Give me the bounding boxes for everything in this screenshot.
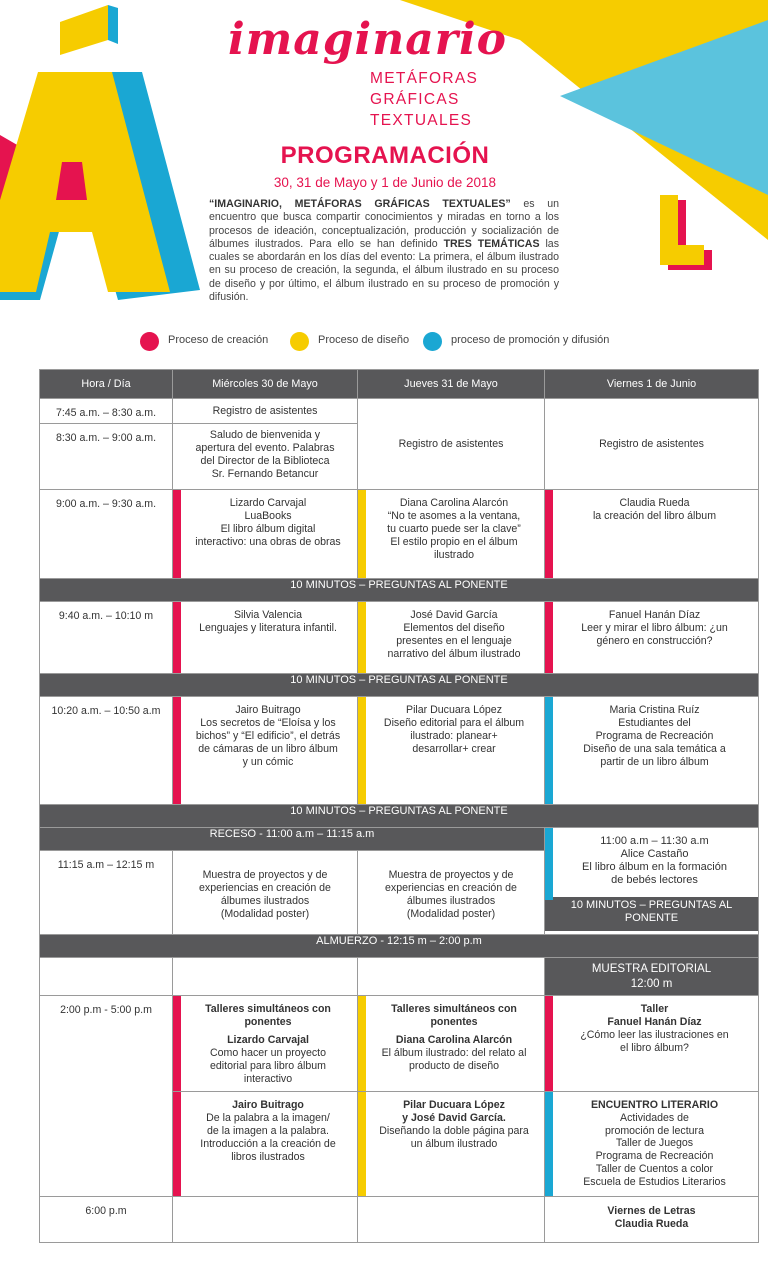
- intro-text-2: las cuales se abordarán en los días del evento: La primera, el álbum ilustrado en su proceso de creación, la segunda, el álbum ilustrado en su proceso de diseño y por último, el álbum ilustrado en su proceso de promoción y difusión.: [209, 237, 559, 304]
- fri-cell: [545, 697, 759, 805]
- wed-cell: [173, 1092, 358, 1197]
- legend-label: Proceso de diseño: [318, 334, 410, 346]
- speaker-name: Jairo Buitrago: [235, 704, 301, 716]
- header-time: Hora / Día: [40, 370, 173, 399]
- receso-band: RECESO - 11:00 a.m – 11:15 a.m: [40, 828, 545, 851]
- muestra-time: 12:00 m: [630, 977, 673, 990]
- text-line: (Modalidad poster): [220, 908, 310, 920]
- speaker-name: Silvia Valencia: [233, 609, 303, 621]
- wed-cell: [173, 996, 358, 1092]
- thu-cell: [358, 697, 545, 805]
- text-line: ilustrado: [433, 549, 475, 561]
- speaker-name: Alice Castaño: [620, 848, 689, 860]
- speaker-name: Diana Carolina Alarcón: [395, 1034, 513, 1046]
- fri-cell: [545, 1197, 759, 1243]
- event-name: Viernes de Letras: [607, 1205, 696, 1217]
- questions-band: 10 MINUTOS – PREGUNTAS AL PONENTE: [40, 805, 759, 828]
- speaker-name: Claudia Rueda: [619, 497, 690, 509]
- creation-bar: [173, 602, 181, 673]
- time-cell: 9:00 a.m. – 9:30 a.m.: [40, 490, 173, 579]
- speaker-name: Lizardo Carvajal: [229, 497, 307, 509]
- text-line: de bebés lectores: [611, 874, 698, 886]
- text-line: presentes en el lenguaje: [396, 635, 512, 647]
- intro-paragraph: [209, 198, 559, 304]
- text-line: Como hacer un proyecto: [209, 1047, 326, 1059]
- text-line: bichos” y “El edificio”, el detrás: [195, 730, 341, 742]
- table-row: [40, 996, 759, 1092]
- text-line: desarrollar+ crear: [412, 743, 496, 755]
- text-line: De la palabra a la imagen/: [206, 1112, 330, 1124]
- thu-cell: [358, 1092, 545, 1197]
- text-line: Elementos del diseño: [403, 622, 505, 634]
- text-line: editorial para libro álbum: [209, 1060, 326, 1072]
- speaker-name: Diana Carolina Alarcón: [399, 497, 509, 509]
- time-cell: 7:45 a.m. – 8:30 a.m.: [40, 399, 173, 424]
- almuerzo-band: ALMUERZO - 12:15 m – 2:00 p.m: [40, 935, 759, 958]
- letter-accent: [60, 5, 108, 55]
- questions-band: 10 MINUTOS – PREGUNTAS AL PONENTE: [40, 674, 759, 697]
- design-bar: [358, 1092, 366, 1196]
- text-line: Introducción a la creación de: [200, 1138, 336, 1150]
- speaker-name: Pilar Ducuara López: [406, 704, 502, 716]
- creation-bar: [173, 490, 181, 578]
- wed-cell: [173, 424, 358, 490]
- speaker-name: Lizardo Carvajal: [227, 1034, 309, 1046]
- text-line: interactivo: [243, 1073, 293, 1085]
- fri-cell: [545, 1092, 759, 1197]
- schedule-table: [39, 369, 759, 1243]
- creation-bar: [173, 697, 181, 804]
- speaker-name: José David García: [410, 609, 498, 621]
- design-bar: [358, 602, 366, 673]
- speaker-name: Fanuel Hanán Díaz: [608, 609, 701, 621]
- table-row: [40, 958, 759, 996]
- empty-cell: [358, 958, 545, 996]
- text-line: experiencias en creación de: [385, 882, 517, 894]
- thu-cell: [358, 602, 545, 674]
- questions-band: 10 MINUTOS – PREGUNTAS AL PONENTE: [40, 579, 759, 602]
- text-line: tu cuarto puede ser la clave”: [387, 523, 521, 535]
- creation-bar: [545, 996, 553, 1091]
- fri-cell: [545, 996, 759, 1092]
- workshop-heading: Taller: [640, 1003, 669, 1015]
- text-line: Diseño de una sala temática a: [583, 743, 726, 755]
- almuerzo-row: [40, 935, 759, 958]
- logo-script: imaginario: [228, 14, 508, 65]
- text-line: Muestra de proyectos y de: [202, 869, 328, 881]
- speaker-name: Pilar Ducuara López: [403, 1099, 505, 1111]
- legend-label: proceso de promoción y difusión: [451, 334, 610, 346]
- empty-cell: [173, 958, 358, 996]
- intro-bold-2: TRES TEMÁTICAS: [443, 237, 540, 250]
- intro-text-1: es un encuentro que busca compartir conocimientos y miradas en torno a los procesos de ideación, conceptualización, producción y socialización de álbumes ilustrados. Para ello se han definido: [209, 198, 560, 250]
- text-line: Programa de Recreación: [595, 730, 714, 742]
- creation-bar: [173, 996, 181, 1091]
- page-title: PROGRAMACIÓN: [280, 142, 490, 169]
- time-cell: 9:40 a.m. – 10:10 m: [40, 602, 173, 674]
- empty-cell: [173, 1197, 358, 1243]
- text-line: experiencias en creación de: [199, 882, 331, 894]
- small-letter-l: [660, 195, 712, 270]
- legend-label: Proceso de creación: [168, 334, 269, 346]
- fri-cell: Registro de asistentes: [545, 399, 759, 490]
- text-line: ilustrado: planear+: [410, 730, 498, 742]
- speaker-name: y José David García.: [402, 1112, 506, 1124]
- text-line: promoción de lectura: [605, 1124, 704, 1137]
- text-line: LuaBooks: [244, 510, 292, 522]
- receso-row: [40, 828, 759, 851]
- text-line: Leer y mirar el libro álbum: ¿un: [581, 622, 728, 634]
- time-cell: 8:30 a.m. – 9:00 a.m.: [40, 424, 173, 490]
- text-line: El álbum ilustrado: del relato al: [381, 1047, 527, 1059]
- logo-line-2: GRÁFICAS: [370, 91, 460, 108]
- header-wed: Miércoles 30 de Mayo: [173, 370, 358, 399]
- creation-bar: [545, 602, 553, 673]
- text-line: del Director de la Biblioteca: [200, 455, 330, 467]
- text-line: género en construcción?: [596, 635, 713, 647]
- time-cell: 6:00 p.m: [40, 1197, 173, 1243]
- table-row: [40, 1197, 759, 1243]
- logo-line-3: TEXTUALES: [370, 112, 473, 129]
- letter-accent-shadow: [108, 5, 118, 44]
- text-line: la creación del libro álbum: [592, 510, 717, 522]
- text-line: libros ilustrados: [231, 1151, 305, 1163]
- text-line: y un cómic: [242, 756, 294, 768]
- text-line: un álbum ilustrado: [410, 1138, 498, 1150]
- design-bar: [358, 490, 366, 578]
- promotion-bar: [545, 1092, 553, 1196]
- design-bar: [358, 697, 366, 804]
- text-line: El libro álbum digital: [220, 523, 316, 535]
- fri-cell: [545, 490, 759, 579]
- speaker-name: Maria Cristina Ruíz: [609, 704, 700, 716]
- speaker-name: Jairo Buitrago: [232, 1099, 304, 1111]
- text-line: “No te asomes a la ventana,: [387, 510, 521, 522]
- empty-cell: [358, 1197, 545, 1243]
- text-line: producto de diseño: [408, 1060, 500, 1072]
- thu-cell: [358, 996, 545, 1092]
- text-line: (Modalidad poster): [406, 908, 496, 920]
- text-line: Taller de Juegos: [615, 1137, 694, 1150]
- workshop-heading: Talleres simultáneos con ponentes: [205, 1003, 331, 1028]
- empty-cell: [40, 958, 173, 996]
- yellow-dot-icon: [290, 332, 309, 351]
- text-line: Diseñando la doble página para: [379, 1125, 529, 1137]
- promotion-bar: [545, 828, 553, 900]
- band-row: [40, 805, 759, 828]
- time-label: 11:00 a.m – 11:30 a.m: [600, 835, 709, 847]
- table-row: [40, 399, 759, 424]
- time-cell: 10:20 a.m. – 10:50 a.m: [40, 697, 173, 805]
- table-row: [40, 602, 759, 674]
- workshop-heading: Talleres simultáneos con ponentes: [391, 1003, 517, 1028]
- questions-band: 10 MINUTOS – PREGUNTAS AL PONENTE: [545, 897, 758, 931]
- text-line: Lenguajes y literatura infantil.: [199, 622, 337, 634]
- text-line: Diseño editorial para el álbum: [383, 717, 525, 729]
- thu-cell: [358, 851, 545, 935]
- event-logo: [228, 14, 548, 129]
- text-line: álbumes ilustrados: [406, 895, 496, 907]
- text-line: ¿Cómo leer las ilustraciones en: [580, 1029, 729, 1041]
- band-row: [40, 674, 759, 697]
- speaker-name: Claudia Rueda: [614, 1218, 689, 1230]
- wed-cell: [173, 697, 358, 805]
- text-line: apertura del evento. Palabras: [195, 442, 335, 454]
- text-line: interactivo: una obras de obras: [195, 536, 341, 548]
- creation-bar: [173, 1092, 181, 1196]
- text-line: álbumes ilustrados: [220, 895, 310, 907]
- text-line: Saludo de bienvenida y: [209, 429, 321, 441]
- text-line: Escuela de Estudios Literarios: [583, 1175, 726, 1188]
- text-line: El libro álbum en la formación: [582, 861, 727, 873]
- design-bar: [358, 996, 366, 1091]
- muestra-cell: [545, 958, 759, 996]
- time-cell: 2:00 p.m - 5:00 p.m: [40, 996, 173, 1197]
- text-line: Los secretos de “Eloísa y los: [200, 717, 336, 729]
- speaker-name: Fanuel Hanán Díaz: [607, 1016, 702, 1028]
- text-line: Programa de Recreación: [595, 1150, 714, 1163]
- event-dates: 30, 31 de Mayo y 1 de Junio de 2018: [273, 175, 497, 190]
- fri-cell: [545, 602, 759, 674]
- text-line: el libro álbum?: [620, 1042, 689, 1054]
- text-line: de la imagen a la palabra.: [207, 1125, 329, 1137]
- text-line: Taller de Cuentos a color: [595, 1162, 714, 1175]
- muestra-title: MUESTRA EDITORIAL: [591, 962, 712, 975]
- time-cell: 11:15 a.m – 12:15 m: [40, 851, 173, 935]
- creation-bar: [545, 490, 553, 578]
- band-row: [40, 579, 759, 602]
- header-row: [40, 370, 759, 399]
- blue-dot-icon: [423, 332, 442, 351]
- logo-line-1: METÁFORAS: [370, 70, 479, 87]
- text-line: Sr. Fernando Betancur: [211, 468, 319, 480]
- wed-cell: [173, 602, 358, 674]
- header-fri: Viernes 1 de Junio: [545, 370, 759, 399]
- text-line: El estilo propio en el álbum: [390, 536, 518, 548]
- thu-cell: Registro de asistentes: [358, 399, 545, 490]
- pink-dot-icon: [140, 332, 159, 351]
- promotion-bar: [545, 697, 553, 804]
- text-line: partir de un libro álbum: [600, 756, 709, 768]
- text-line: de cámaras de un libro álbum: [198, 743, 338, 755]
- wed-cell: [173, 490, 358, 579]
- thu-cell: [358, 490, 545, 579]
- text-line: Estudiantes del: [618, 717, 691, 729]
- table-row: [40, 697, 759, 805]
- header-thu: Jueves 31 de Mayo: [358, 370, 545, 399]
- wed-cell: Registro de asistentes: [173, 399, 358, 424]
- text-line: Muestra de proyectos y de: [388, 869, 514, 881]
- table-row: [40, 490, 759, 579]
- text-line: narrativo del álbum ilustrado: [387, 648, 521, 660]
- fri-cell: [545, 828, 759, 935]
- text-line: Actividades de: [620, 1111, 689, 1124]
- intro-bold-1: “IMAGINARIO, METÁFORAS GRÁFICAS TEXTUALES”: [209, 198, 511, 210]
- wed-cell: [173, 851, 358, 935]
- workshop-heading: ENCUENTRO LITERARIO: [590, 1099, 719, 1111]
